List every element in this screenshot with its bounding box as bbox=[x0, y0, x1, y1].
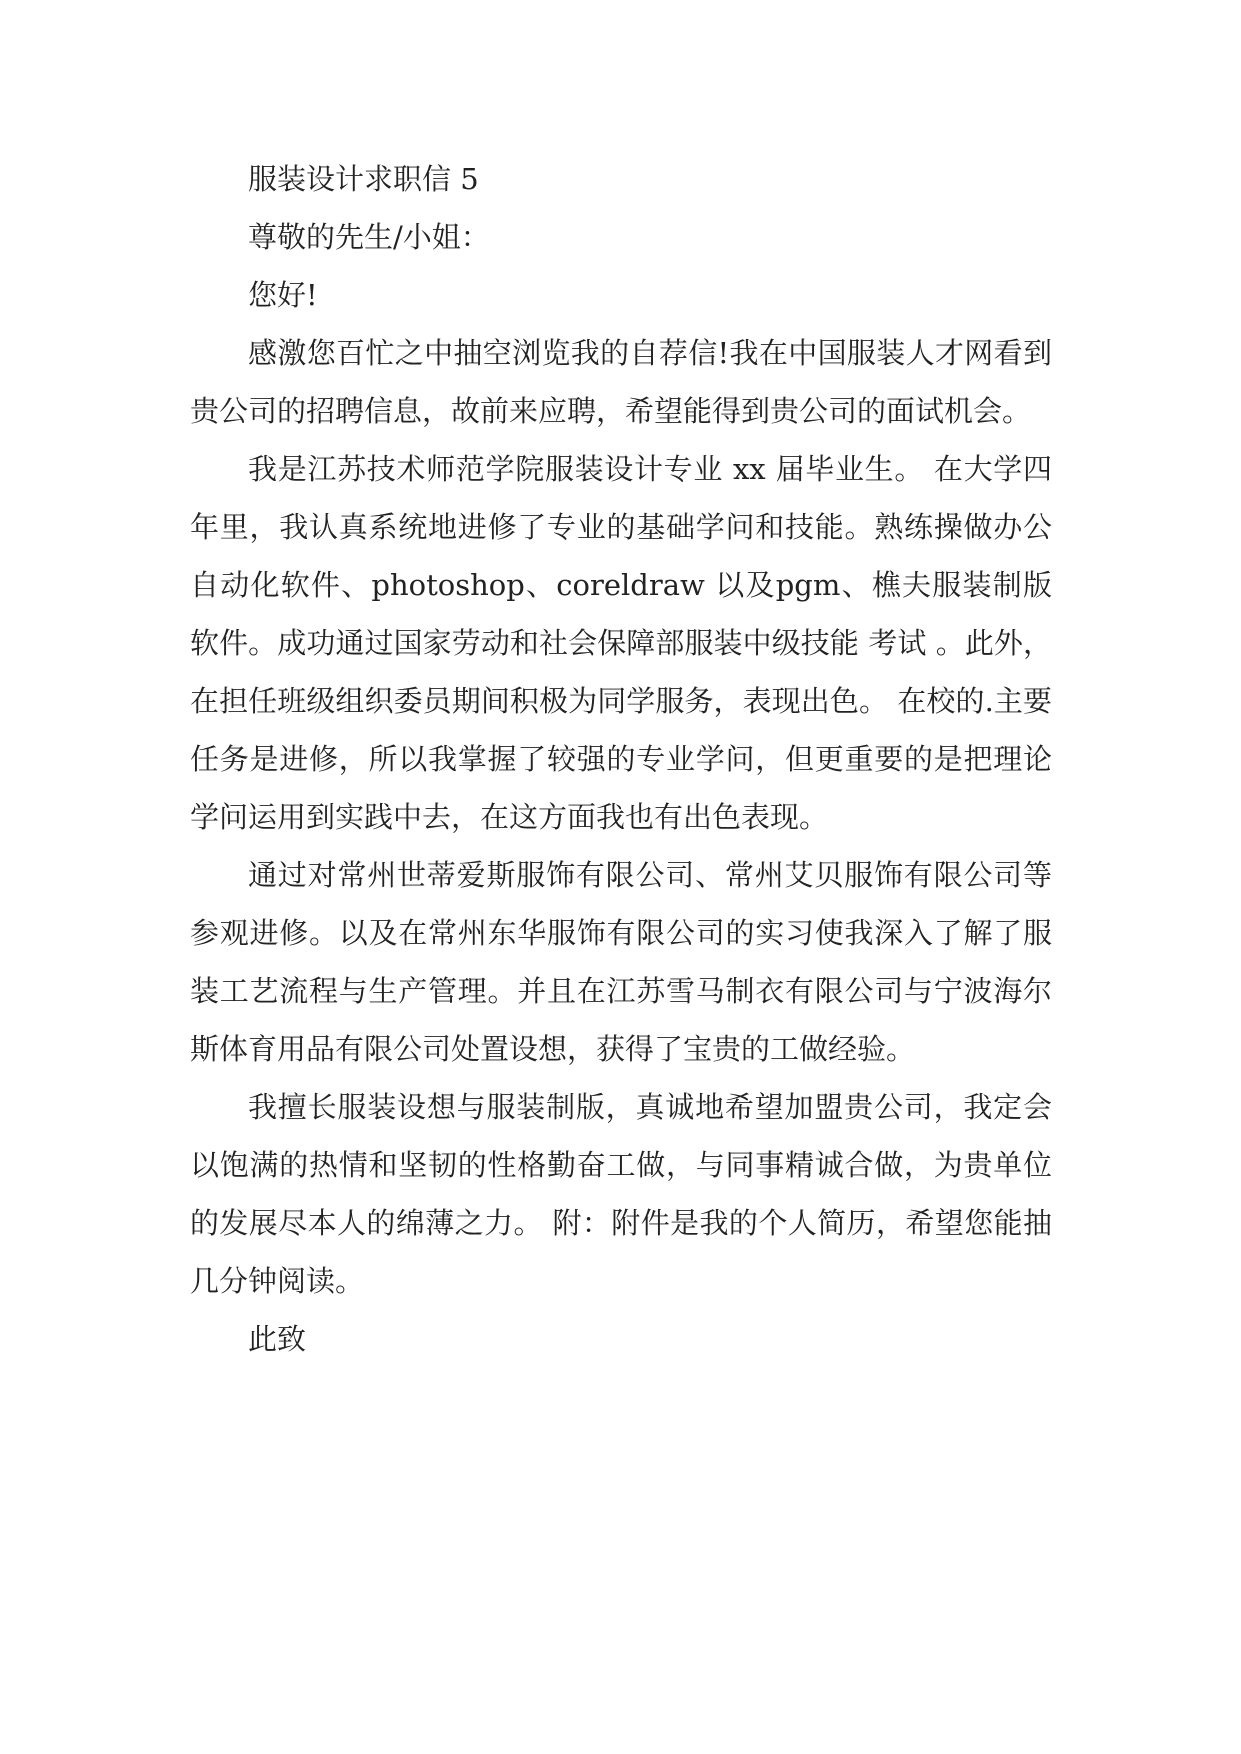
closing: 此致 bbox=[248, 1322, 307, 1356]
salutation: 尊敬的先生/小姐： bbox=[248, 220, 490, 254]
body-paragraph-3: 通过对常州世蒂爱斯服饰有限公司、常州艾贝服饰有限公司等参观进修。以及在常州东华服饰有限公司的实习使我深入了解了服装工艺流程与生产管理。并且在江苏雪马制衣有限公司与宁波海尔斯体育用品有限公司处置设想，获得了宝贵的工做经验。 bbox=[190, 858, 1052, 1066]
body-paragraph-4: 我擅长服装设想与服装制版，真诚地希望加盟贵公司，我定会以饱满的热情和坚韧的性格勤奋工做，与同事精诚合做，为贵单位的发展尽本人的绵薄之力。 附：附件是我的个人简历，希望您能抽几分钟阅读。 bbox=[190, 1090, 1052, 1298]
document-page bbox=[190, 150, 1052, 1368]
body-paragraph-2: 我是江苏技术师范学院服装设计专业 xx 届毕业生。 在大学四年里，我认真系统地进修了专业的基础学问和技能。熟练操做办公自动化软件、photoshop、coreldraw 以及pgm、樵夫服装制版软件。成功通过国家劳动和社会保障部服装中级技能 考试 。此外，在担任班级组织委员期间积极为同学服务，表现出色。 在校的.主要任务是进修，所以我掌握了较强的专业学问，但更重要的是把理论学问运用到实践中去，在这方面我也有出色表现。 bbox=[190, 452, 1052, 834]
body-paragraph-1: 感激您百忙之中抽空浏览我的自荐信!我在中国服装人才网看到贵公司的招聘信息，故前来应聘，希望能得到贵公司的面试机会。 bbox=[190, 336, 1052, 428]
greeting: 您好! bbox=[248, 278, 318, 312]
document-title: 服装设计求职信 5 bbox=[248, 162, 479, 196]
